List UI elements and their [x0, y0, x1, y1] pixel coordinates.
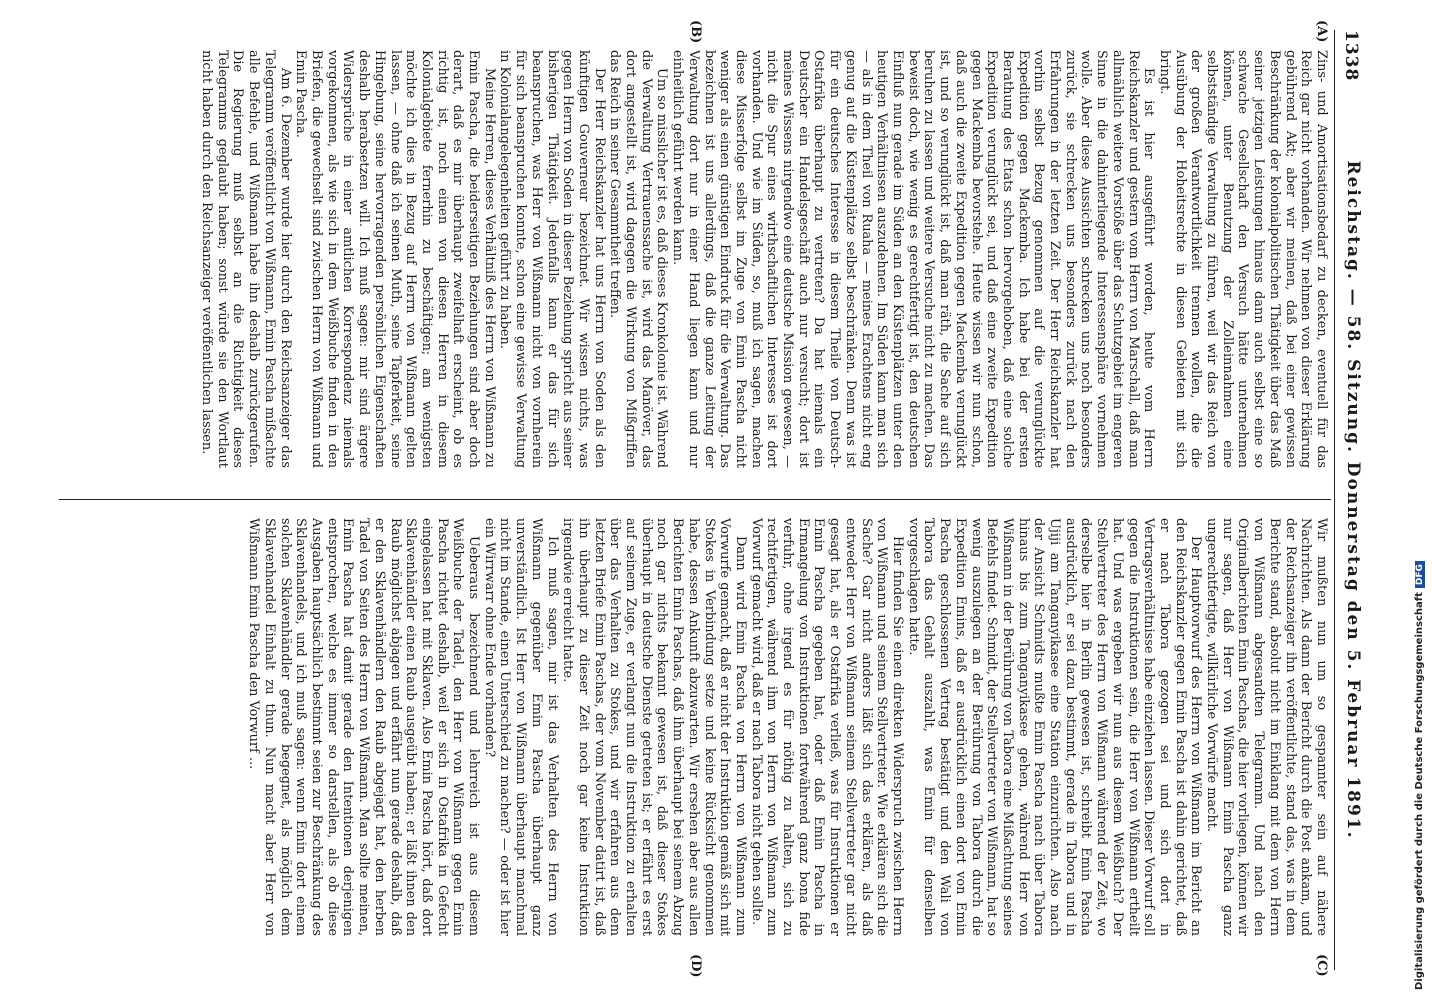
page-header	[1335, 30, 1365, 970]
left-paragraph: Es ist hier ausgeführt worden, heute vom Herrn Reichskanzler und gestern vom Herrn von Marschall, daß man allmählich weitere Vorstöße über das Schutzgebiet im engeren Sinne in die dahinterliegende Interessensphäre vornehmen wolle. Aber diese Aussichten schrecken uns noch besonders zurück, sie schrecken uns besonders zurück nach den Erfahrungen in der letzten Zeit. Der Herr Reichskanzler hat vorhin selbst Bezug genommen auf die verunglückte Expedition gegen Mackemba. Ich habe bei der ersten Berathung des Etats schon hervorgehoben, daß eine solche Expedition verunglückt sei, und daß eine zweite Expedition gegen Mackemba bevorstehe. Heute wissen wir nun schon, daß auch die zweite Expedition gegen Mackemba verunglückt ist, und so verunglückt ist, daß man räth, die Sache auf sich beruhen zu lassen und weitere Versuche nicht zu machen. Das beweist doch, wie wenig es gerechtfertigt ist, den deutschen Einfluß nun gerade im Süden an den Küstenplätzen unter den heutigen Verhältnissen auszudehnen. Im Süden kann man sich — als in dem Theil von Ruaha — meines Erachtens nicht eng genug auf die Küstenplätze selbst beschränken. Denn was ist für ein deutsches Interesse in diesem Theile von Deutsch-Ostafrika überhaupt zu vertreten? Da hat niemals ein Deutscher ein Handelsgeschäft auch nur versucht; dort ist meines Wissens nirgendwo eine deutsche Mission gewesen, — nicht die Spur eines wirthschaftlichen Interesses ist dort vorhanden. Und wie im Süden, so, muß ich sagen, machen diese Misserfolge selbst im Zuge von Emin Pascha nicht weniger als einen günstigen Eindruck für die Verwaltung. Das bezeichnen ist uns allerdings, daß die ganze Leitung der Verwaltung dort nur in einer Hand liegen kann und nur einheitlich geführt werden kann.	[670, 50, 1157, 468]
left-paragraph: Am 6. Dezember wurde hier durch den Reichsanzeiger das Telegramm veröffentlicht von Wißmann, Emin Pascha mißachte alle Befehle, und Wißmann habe ihn deshalb zurückgerufen. Die Regierung muß selbst an die Richtigkeit dieses Telegramms geglaubt haben; sonst würde sie den Wortlaut nicht haben durch den Reichsanzeiger veröffentlichen lassen.	[199, 50, 293, 468]
left-paragraph: Meine Herren, dieses Verhältniß des Herrn von Wißmann zu Emin Pascha, die beiderseitigen Beziehungen sind aber doch derart, daß es mir überhaupt zweifelhaft erscheint, ob es richtig ist, noch einen von diesen Herren in diesem Kolonialgebiete fernerhin zu beschäftigen; am wenigsten möchte ich dies in Bezug auf Herrn von Wißmann gelten lassen, — ohne daß ich seinen Muth, seine Tapferkeit, seine Hingebung, seine hervorragenden persönlichen Eigenschaften deshalb herabsetzen will. Ich muß sagen: mir sind ärgere Widersprüche in einer amtlichen Korrespondenz niemals vorgekommen, als wie sich in dem Weißbuche finden in den Briefen, die gewechselt sind zwischen Herrn von Wißmann und Emin Pascha.	[293, 50, 497, 468]
left-paragraph: Zins- und Amortisationsbedarf zu decken, eventuell für das Reich gar nicht vorhanden. Wir nehmen von dieser Erklärung gebührend Akt; aber wir meinen, daß bei einer gewissen Beschränkung der kolonialpolitischen Thätigkeit über das Maß seiner jetzigen Leistungen hinaus dann auch selbst eine so schwache Gesellschaft den Versuch hätte unternehmen können, unter Benutzung der Zolleinnahmen eine selbstständige Verwaltung zu führen, weil wir das Reich von der großen Verantwortlichkeit trennen wollen, die die Ausübung der Hoheitsrechte in diesen Gebieten mit sich bringt.	[1156, 50, 1329, 468]
left-paragraph: Um so misslicher ist es, daß dieses Kronkolonie ist. Während die Verwaltung Vertrauenssache ist, wird das Manöver, das dort angestellt ist, wird dagegen die Wirkung von Mißgriffen das Reich in seiner Gesammtheit treffen.	[607, 50, 670, 468]
column-divider	[59, 499, 1331, 500]
dfg-notice-text: Digitalisierung gefördert durch die Deutsche Forschungsgemeinschaft	[1414, 592, 1425, 990]
page-number: 1338	[1341, 30, 1361, 82]
left-paragraph: Der Herr Reichskanzler hat uns Herrn von Soden als den künftigen Gouverneur bezeichnet. Wir wissen nichts, was gegen Herrn von Soden in dieser Beziehung spricht aus seiner bisherigen Thätigkeit. Jedenfalls kann er das für sich beanspruchen, was Herr von Wißmann nicht von vornherein für sich beanspruchen konnte, schon eine gewisse Verwaltung in Kolonialangelegenheiten geführt zu haben.	[497, 50, 607, 468]
right-paragraph: Wir mußten nun um so gespannter sein auf nähere Nachrichten. Als dann der Bericht durch die Post ankam, und der Reichsanzeiger ihn veröffentlichte, stand das, was in dem Berichte stand, absolut nicht im Einklang mit dem von Herrn von Wißmann abgesandten Telegramm. Und nach den Originalberichten Emin Paschas, die hier vorliegen, können wir nur sagen, daß Herr von Wißmann Emin Pascha ganz ungerechtfertigte, willkürliche Vorwürfe macht.	[1204, 518, 1329, 936]
right-paragraph: Ich muß sagen, mir ist das Verhalten des Herrn von Wißmann gegenüber Emin Pascha überhaupt ganz unverständlich. Ist Herr von Wißmann überhaupt manchmal nicht im Stande, einen Unterschied zu machen? — oder ist hier ein Wirrwarr ohne Ende vorhanden?	[481, 518, 560, 936]
margin-marker-a: (A)	[1314, 20, 1329, 43]
dfg-sidebar	[1414, 0, 1432, 1000]
right-paragraph: Ueberaus bezeichnend und lehrreich ist aus diesem Weißbuche der Tadel, den Herr von Wißmann gegen Emin Pascha richtet deshalb, weil er sich in Ostafrika in Gefecht eingelassen hat mit Sklaven. Also Emin Pascha hört, daß dort Sklavenhändler einen Raub ausgeübt haben; er läßt ihnen den Raub möglichst abjagen und erfährt nun gerade deshalb, daß er den Sklavenhändlern den Raub abgejagt hat, den herben Tadel von Seiten des Herrn von Wißmann. Man sollte meinen, Emin Pascha hat damit gerade den Intentionen derjenigen entsprochen, welche es immer so darstellen, als ob diese Ausgaben hauptsächlich bestimmt seien zur Beschränkung des Sklavenhandels, und ich muß sagen: wenn Emin dort einem solchen Sklavenhändler gerade begegnet, als möglich dem Sklavenhandel Einhalt zu thun. Nun macht aber Herr von Wißmann Emin Pascha den Vorwurf ...	[246, 518, 482, 936]
page-viewport	[16, 10, 1391, 990]
running-head: Reichstag. — 58. Sitzung. Donnerstag den 5. Februar 1891.	[1343, 160, 1363, 840]
margin-marker-b: (B)	[688, 20, 703, 44]
right-text-column	[59, 518, 1329, 936]
right-paragraph: Dann wird Emin Pascha von Herrn von Wißmann zum Vorwurfe gemacht, daß er nicht der Instruktion gemäß sich mit Stokes in Verbindung setze und keine Rücksicht genommen habe, dessen Ankunft abzuwarten. Wir ersehen aber aus allen Berichten Emin Paschas, daß ihm überhaupt bei seinem Abzug noch gar nichts bekannt gewesen ist, daß dieser Stokes überhaupt in deutsche Dienste getreten ist; er erfährt es erst auf seinem Zuge, er verlangt nun die Instruktion zu erhalten über das Verhalten zu Stokes, und wir erfahren aus dem letzten Briefe Emin Paschas, der vom November datirt ist, daß ihn überhaupt zu dieser Zeit noch gar keine Instruktion irgendwie erreicht hatte.	[560, 518, 748, 936]
header-rule	[1334, 30, 1335, 970]
margin-marker-d: (D)	[688, 954, 703, 978]
right-paragraph: Der Hauptvorwurf des Herrn von Wißmann im Bericht an den Reichskanzler gegen Emin Pascha ist dahin gerichtet, daß er nach Tabora gezogen sei und sich dort in Vertragsverhältnisse habe einziehen lassen. Dieser Vorwurf soll gegen die Instruktionen sein, die Herr von Wißmann ertheilt hat. Und was ergeben wir nun aus diesem Weißbuch? Der Stellvertreter des Herrn von Wißmann während der Zeit, wo derselbe hier in Berlin gewesen ist, schreibt Emin Pascha ausdrücklich, er sei dazu bestimmt, gerade in Tabora und in Ujiji am Tanganyikasee eine Station einzurichten. Also nach der Ansicht Schmidts mußte Emin Pascha nach über Tabora hinaus bis zum Tanganyikasee gehen, während Herr von Wißmann in der Berührung von Tabora eine Mißachtung seines Befehls findet. Schmidt, der Stellvertreter von Wißmann, hat so wenig auszulegen an der Berührung von Tabora durch die Expedition Emins, daß er ausdrücklich einen dort von Emin Pascha geschlossenen Vertrag bestätigt und den Wali von Tabora das Gehalt auszahlt, was Emin für denselben vorgeschlagen hatte.	[905, 518, 1204, 936]
dfg-notice	[1414, 561, 1425, 990]
dfg-logo: DFG	[1415, 561, 1425, 588]
margin-marker-c: (C)	[1314, 954, 1329, 977]
scanned-page	[16, 10, 1391, 990]
right-paragraph: Hier finden Sie einen direkten Widerspruch zwischen Herrn von Wißmann und seinem Stellvertreter. Wie erklären sich die Sache? Gar nicht anders läßt sich das erklären, als daß entweder Herr von Wißmann seinem Stellvertreter gar nicht gesagt hat, als er Ostafrika verließ, was für Instruktionen er Emin Pascha gegeben hat, oder daß Emin Pascha in Ermangelung von Instruktionen fortwährend ganz bona fide verfuhr, ohne irgend es für nöthig zu halten, sich zu rechtfertigen, während ihm von Herrn von Wißmann zum Vorwurf gemacht wird, daß er nach Tabora nicht gehen sollte.	[748, 518, 906, 936]
left-text-column	[59, 50, 1329, 468]
